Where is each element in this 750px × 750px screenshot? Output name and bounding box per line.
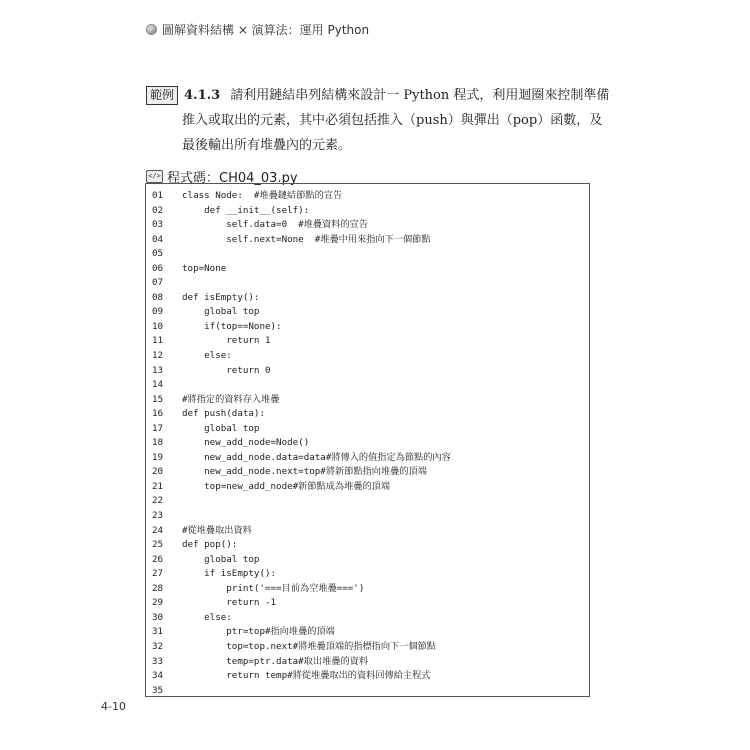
line-number: 10 <box>152 320 164 332</box>
code-line <box>146 393 589 408</box>
code-line <box>146 378 589 393</box>
code-line <box>146 364 589 379</box>
code-line <box>146 684 589 699</box>
code-line <box>146 669 589 684</box>
line-code: if isEmpty(): <box>182 568 277 580</box>
line-code: def __init__(self): <box>182 204 310 216</box>
line-code: top=new_add_node#新節點成為堆疊的頂端 <box>182 480 391 492</box>
line-code: self.data=0 #堆疊資料的宣告 <box>182 219 369 231</box>
code-line <box>146 334 589 349</box>
line-code: new_add_node=Node() <box>182 437 310 449</box>
line-number: 21 <box>152 480 164 492</box>
example-badge: 範例 <box>146 86 178 105</box>
line-number: 14 <box>152 379 164 391</box>
code-line <box>146 218 589 233</box>
line-number: 30 <box>152 611 164 623</box>
example-block <box>146 83 610 158</box>
line-number: 32 <box>152 640 164 652</box>
line-code: return 1 <box>182 335 271 347</box>
line-code: global top <box>182 553 260 565</box>
line-code: ptr=top#指向堆疊的頂端 <box>182 626 335 638</box>
line-code: print('===目前為空堆疊===') <box>182 582 365 594</box>
line-code <box>182 276 589 291</box>
example-line-1: 請利用鏈結串列結構來設計一 Python 程式，利用迴圈來控制準備 <box>230 88 610 103</box>
line-number: 33 <box>152 655 164 667</box>
line-code: if(top==None): <box>182 320 282 332</box>
line-code: new_add_node.data=data#將傳入的值指定為節點的內容 <box>182 451 451 463</box>
line-number: 20 <box>152 466 164 478</box>
line-number: 05 <box>152 248 164 260</box>
code-line <box>146 276 589 291</box>
line-number: 04 <box>152 233 164 245</box>
line-code: def push(data): <box>182 408 265 420</box>
line-number: 26 <box>152 553 164 565</box>
line-number: 22 <box>152 495 164 507</box>
line-number: 16 <box>152 408 164 420</box>
code-title-text: 程式碼：CH04_03.py <box>167 171 298 186</box>
line-code: else: <box>182 350 232 362</box>
line-number: 25 <box>152 539 164 551</box>
code-line <box>146 262 589 277</box>
line-number: 19 <box>152 451 164 463</box>
code-line <box>146 233 589 248</box>
running-header <box>146 21 369 38</box>
code-line <box>146 524 589 539</box>
code-line <box>146 291 589 306</box>
code-line <box>146 538 589 553</box>
line-code: global top <box>182 306 260 318</box>
code-line <box>146 422 589 437</box>
line-code <box>182 247 589 262</box>
line-code: top=None <box>182 262 227 274</box>
code-line <box>146 553 589 568</box>
line-number: 09 <box>152 306 164 318</box>
code-line <box>146 305 589 320</box>
code-line <box>146 247 589 262</box>
line-number: 07 <box>152 277 164 289</box>
line-code: return 0 <box>182 364 271 376</box>
line-code: #從堆疊取出資料 <box>182 524 252 536</box>
line-number: 34 <box>152 670 164 682</box>
line-number: 08 <box>152 291 164 303</box>
code-line <box>146 640 589 655</box>
code-line <box>146 611 589 626</box>
line-code <box>182 509 589 524</box>
line-number: 12 <box>152 350 164 362</box>
line-number: 15 <box>152 393 164 405</box>
code-line <box>146 465 589 480</box>
page-number: 4-10 <box>101 700 126 713</box>
code-line <box>146 480 589 495</box>
code-line <box>146 407 589 422</box>
line-code: return -1 <box>182 597 277 609</box>
code-line <box>146 436 589 451</box>
code-icon: </> <box>146 170 163 183</box>
example-number: 4.1.3 <box>184 88 221 103</box>
line-number: 31 <box>152 626 164 638</box>
line-number: 03 <box>152 219 164 231</box>
line-number: 23 <box>152 510 164 522</box>
line-code: return temp#將從堆疊取出的資料回傳給主程式 <box>182 670 431 682</box>
line-code: #將指定的資料存入堆疊 <box>182 393 280 405</box>
line-number: 13 <box>152 364 164 376</box>
line-code: global top <box>182 422 260 434</box>
code-line <box>146 451 589 466</box>
line-code <box>182 684 589 699</box>
code-line <box>146 596 589 611</box>
line-number: 24 <box>152 524 164 536</box>
line-number: 01 <box>152 190 164 201</box>
line-code <box>182 378 589 393</box>
header-title: 圖解資料結構 × 演算法：運用 Python <box>162 23 370 37</box>
line-code: def pop(): <box>182 539 238 551</box>
example-line-2: 推入或取出的元素，其中必須包括推入（push）與彈出（pop）函數，及 <box>182 113 603 128</box>
code-line <box>146 567 589 582</box>
line-number: 11 <box>152 335 164 347</box>
code-line <box>146 189 589 204</box>
code-listing <box>145 183 590 697</box>
line-code: self.next=None #堆疊中用來指向下一個節點 <box>182 233 431 245</box>
example-line-3: 最後輸出所有堆疊內的元素。 <box>182 138 352 153</box>
line-number: 18 <box>152 437 164 449</box>
line-code: def isEmpty(): <box>182 291 260 303</box>
code-line <box>146 625 589 640</box>
code-line <box>146 349 589 364</box>
line-number: 06 <box>152 262 164 274</box>
line-number: 35 <box>152 684 164 696</box>
line-code: class Node: #堆疊鏈結節點的宣告 <box>182 190 343 201</box>
line-code: new_add_node.next=top#將新節點指向堆疊的頂端 <box>182 466 427 478</box>
line-number: 02 <box>152 204 164 216</box>
code-line <box>146 320 589 335</box>
line-code: else: <box>182 611 232 623</box>
line-code <box>182 494 589 509</box>
line-number: 28 <box>152 582 164 594</box>
code-line <box>146 494 589 509</box>
code-line <box>146 582 589 597</box>
code-line <box>146 509 589 524</box>
line-number: 17 <box>152 422 164 434</box>
code-line <box>146 204 589 219</box>
line-code: temp=ptr.data#取出堆疊的資料 <box>182 655 369 667</box>
code-line <box>146 655 589 670</box>
line-number: 29 <box>152 597 164 609</box>
bullet-circle-icon <box>146 24 157 35</box>
line-code: top=top.next#將堆疊頂端的指標指向下一個節點 <box>182 640 436 652</box>
line-number: 27 <box>152 568 164 580</box>
